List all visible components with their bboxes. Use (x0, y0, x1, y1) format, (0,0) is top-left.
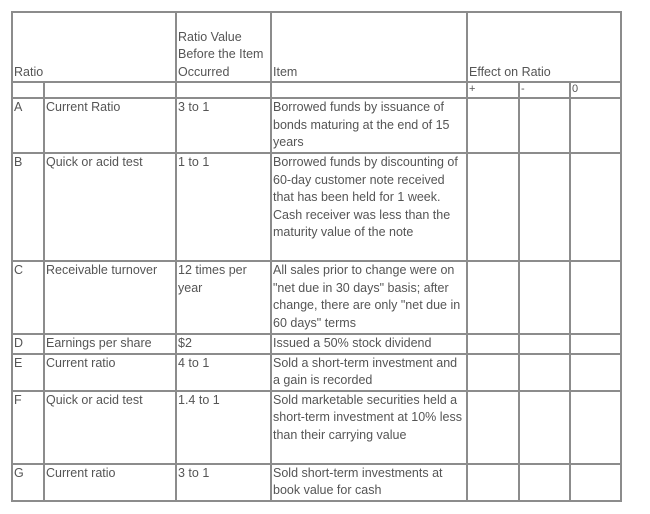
row-ratio: Earnings per share (44, 334, 176, 354)
effect-zero-cell[interactable] (570, 391, 621, 464)
table-row (12, 354, 621, 391)
effect-zero-cell[interactable] (570, 354, 621, 391)
row-ratio: Quick or acid test (44, 391, 176, 464)
effect-plus-cell[interactable] (467, 98, 519, 153)
row-letter: G (12, 464, 44, 501)
row-letter: F (12, 391, 44, 464)
subheader-blank (271, 82, 467, 98)
effect-zero-cell[interactable] (570, 334, 621, 354)
subheader-row (12, 82, 621, 98)
effect-zero-header: 0 (570, 82, 621, 98)
row-letter: B (12, 153, 44, 261)
header-item: Item (271, 12, 467, 82)
row-item: Borrowed funds by issuance of bonds maturing at the end of 15 years (271, 98, 467, 153)
row-letter: C (12, 261, 44, 334)
row-item: Borrowed funds by discounting of 60-day customer note received that has been held for 1 week. Cash receiver was less than the maturity value of the note (271, 153, 467, 261)
ratio-effects-table (11, 11, 622, 502)
row-ratio: Quick or acid test (44, 153, 176, 261)
effect-zero-cell[interactable] (570, 464, 621, 501)
effect-plus-cell[interactable] (467, 334, 519, 354)
effect-minus-header: - (519, 82, 570, 98)
header-effect-on-ratio: Effect on Ratio (467, 12, 621, 82)
row-ratio-value: 3 to 1 (176, 464, 271, 501)
effect-zero-cell[interactable] (570, 98, 621, 153)
table-row (12, 98, 621, 153)
row-item: Issued a 50% stock dividend (271, 334, 467, 354)
effect-zero-cell[interactable] (570, 261, 621, 334)
subheader-blank (44, 82, 176, 98)
row-ratio-value: $2 (176, 334, 271, 354)
effect-plus-cell[interactable] (467, 354, 519, 391)
effect-minus-cell[interactable] (519, 354, 570, 391)
table-row (12, 334, 621, 354)
effect-plus-header: + (467, 82, 519, 98)
effect-plus-cell[interactable] (467, 153, 519, 261)
table-row (12, 153, 621, 261)
effect-minus-cell[interactable] (519, 261, 570, 334)
row-letter: D (12, 334, 44, 354)
table-row (12, 391, 621, 464)
subheader-blank (176, 82, 271, 98)
row-letter: E (12, 354, 44, 391)
effect-minus-cell[interactable] (519, 334, 570, 354)
effect-plus-cell[interactable] (467, 261, 519, 334)
ratio-effects-table-container (11, 11, 622, 502)
row-ratio-value: 4 to 1 (176, 354, 271, 391)
row-item: Sold a short-term investment and a gain is recorded (271, 354, 467, 391)
row-item: Sold marketable securities held a short-term investment at 10% less than their carrying value (271, 391, 467, 464)
effect-plus-cell[interactable] (467, 391, 519, 464)
row-ratio: Receivable turnover (44, 261, 176, 334)
row-ratio-value: 3 to 1 (176, 98, 271, 153)
row-item: Sold short-term investments at book value for cash (271, 464, 467, 501)
row-ratio: Current ratio (44, 354, 176, 391)
row-ratio-value: 1 to 1 (176, 153, 271, 261)
effect-zero-cell[interactable] (570, 153, 621, 261)
header-ratio-value: Ratio Value Before the Item Occurred (176, 12, 271, 82)
table-row (12, 261, 621, 334)
row-item: All sales prior to change were on "net due in 30 days" basis; after change, there are only "net due in 60 days" terms (271, 261, 467, 334)
subheader-blank (12, 82, 44, 98)
effect-minus-cell[interactable] (519, 464, 570, 501)
effect-minus-cell[interactable] (519, 98, 570, 153)
row-letter: A (12, 98, 44, 153)
table-row (12, 464, 621, 501)
header-row (12, 12, 621, 82)
effect-plus-cell[interactable] (467, 464, 519, 501)
effect-minus-cell[interactable] (519, 391, 570, 464)
row-ratio-value: 1.4 to 1 (176, 391, 271, 464)
row-ratio-value: 12 times per year (176, 261, 271, 334)
header-ratio: Ratio (12, 12, 176, 82)
row-ratio: Current Ratio (44, 98, 176, 153)
row-ratio: Current ratio (44, 464, 176, 501)
effect-minus-cell[interactable] (519, 153, 570, 261)
